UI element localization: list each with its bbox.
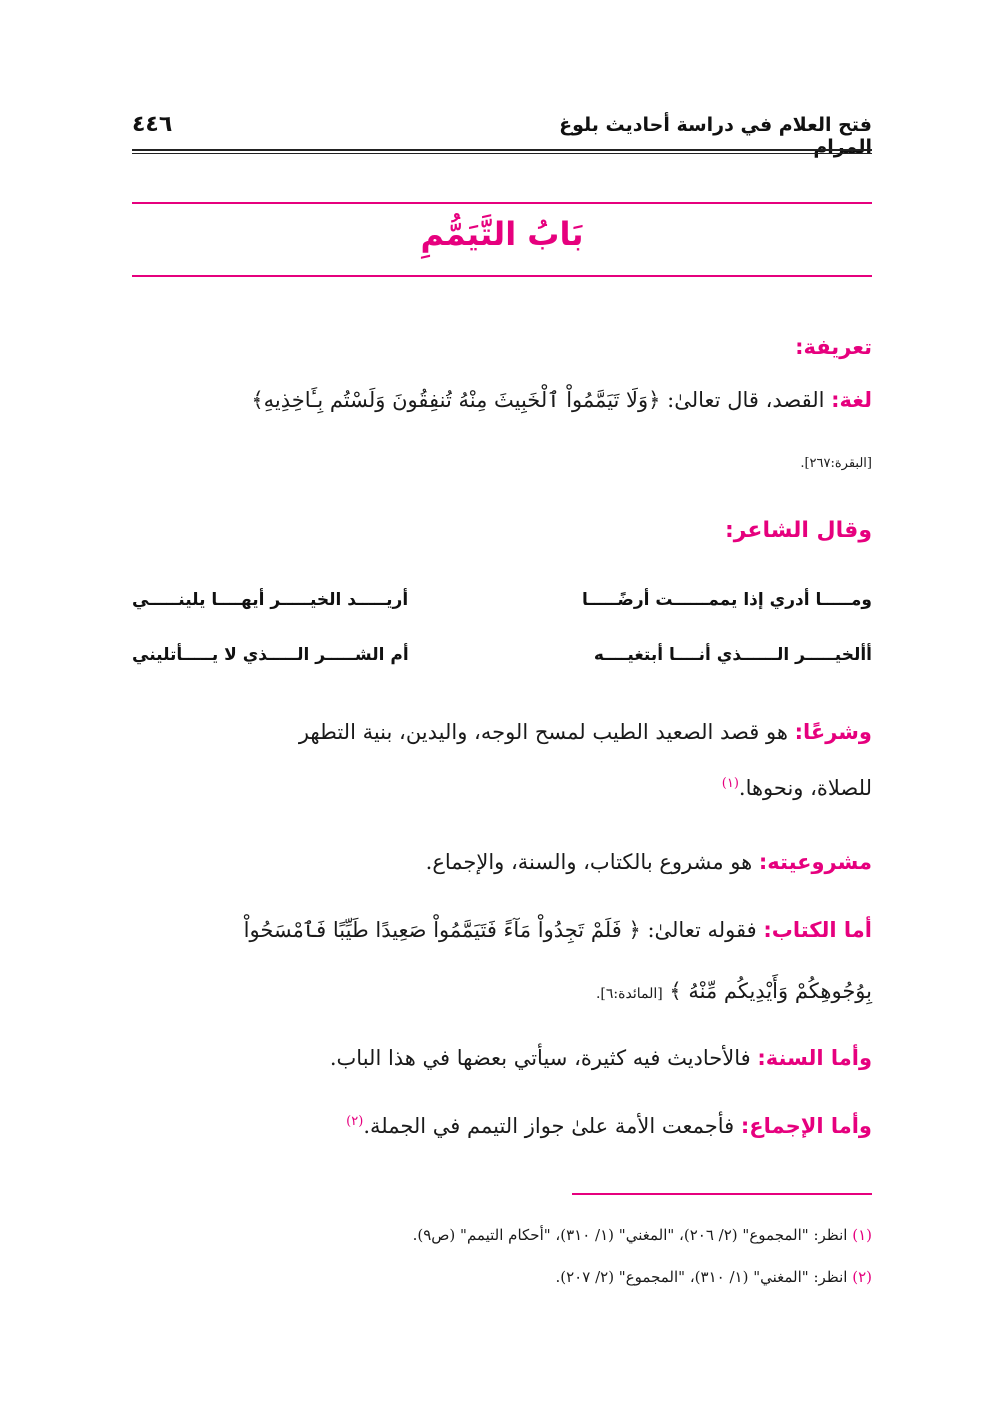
mashru-label: مشروعيته: [758, 850, 872, 874]
shar-label: وشرعًا: [794, 720, 872, 744]
footnote-marker-1[interactable]: (١) [721, 776, 739, 791]
shar-line-2 [132, 772, 872, 804]
verse1-first-hemistich: ومـــــا أدري إذا يممــــــت أرضًـــــا [581, 590, 872, 610]
verse-reference-maida: [المائدة:٦]. [595, 986, 663, 1002]
mashru-text: هو مشروع بالكتاب، والسنة، والإجماع. [425, 850, 753, 874]
quran-verse-maida-1: ﴿ فَلَمْ تَجِدُواْ مَآءً فَتَيَمَّمُواْ صَعِيدًا طَيِّبًا فَٱمْسَحُواْ [243, 918, 641, 942]
footnote-separator [572, 1193, 872, 1195]
footnote-2-text: انظر: "المغني" (١/ ٣١٠)، "المجموع" (٢/ ٢٠٧). [555, 1268, 848, 1286]
definition-heading: تعريفة: [795, 335, 872, 359]
sunna-text: فالأحاديث فيه كثيرة، سيأتي بعضها في هذا الباب. [329, 1046, 751, 1070]
mashru-line [132, 846, 872, 878]
shar-text-1: هو قصد الصعيد الطيب لمسح الوجه، واليدين، بنية التطهر [298, 720, 788, 744]
verse2-first-hemistich: أألخيـــــر الــــــذي أنــــا أبتغيــــه [593, 645, 872, 665]
shar-text-2: للصلاة، ونحوها. [738, 776, 872, 800]
footnote-2 [132, 1268, 872, 1286]
footnote-2-number: (٢) [852, 1268, 872, 1286]
ijma-text: فأجمعت الأمة علىٰ جواز التيمم في الجملة. [363, 1114, 735, 1138]
kitab-label: أما الكتاب: [763, 918, 872, 942]
book-title: فتح العلام في دراسة أحاديث بلوغ المرام [559, 114, 872, 158]
chapter-rule-top [132, 202, 872, 204]
ijma-line [132, 1110, 872, 1142]
verse1-second-hemistich: أريـــــد الخيـــــر أيهــــا يلينـــــي [132, 590, 409, 610]
kitab-text: فقوله تعالىٰ: [647, 918, 757, 942]
footnote-marker-2[interactable]: (٢) [346, 1114, 364, 1129]
kitab-line-1 [132, 914, 872, 946]
verse-reference-baqara: [البقرة:٢٦٧]. [800, 456, 872, 471]
sunna-line [132, 1042, 872, 1074]
quran-verse-baqara: ﴿وَلَا تَيَمَّمُواْ ٱلْخَبِيثَ مِنْهُ تُنفِقُونَ وَلَسْتُم بِـَٔاخِذِيهِ﴾ [251, 388, 661, 412]
quran-verse-maida-2: بِوُجُوهِكُمْ وَأَيْدِيكُم مِّنْهُ ﴾ [669, 979, 872, 1003]
poet-heading: وقال الشاعر: [724, 518, 872, 543]
header-rule [132, 149, 872, 151]
footnote-1-number: (١) [852, 1226, 872, 1244]
sunna-label: وأما السنة: [757, 1046, 872, 1070]
page-number: ٤٤٦ [132, 112, 173, 137]
footnote-1 [132, 1226, 872, 1244]
verse2-second-hemistich: أم الشـــــر الـــــذي لا يـــــأتليني [132, 645, 409, 665]
footnote-1-text: انظر: "المجموع" (٢/ ٢٠٦)، "المغني" (١/ ٣١٠)، "أحكام التيمم" (ص٩). [412, 1226, 848, 1244]
chapter-rule-bottom [132, 275, 872, 277]
kitab-line-2 [132, 975, 872, 1010]
shar-line-1 [132, 716, 872, 748]
running-head [132, 104, 872, 158]
lugha-text: القصد، قال تعالىٰ: [667, 388, 825, 412]
chapter-title: بَابُ التَّيَمُّمِ [420, 215, 584, 253]
lugha-label: لغة: [831, 388, 872, 412]
ijma-label: وأما الإجماع: [740, 1114, 872, 1138]
lugha-line [132, 384, 872, 416]
header-rule-thin [132, 153, 872, 154]
